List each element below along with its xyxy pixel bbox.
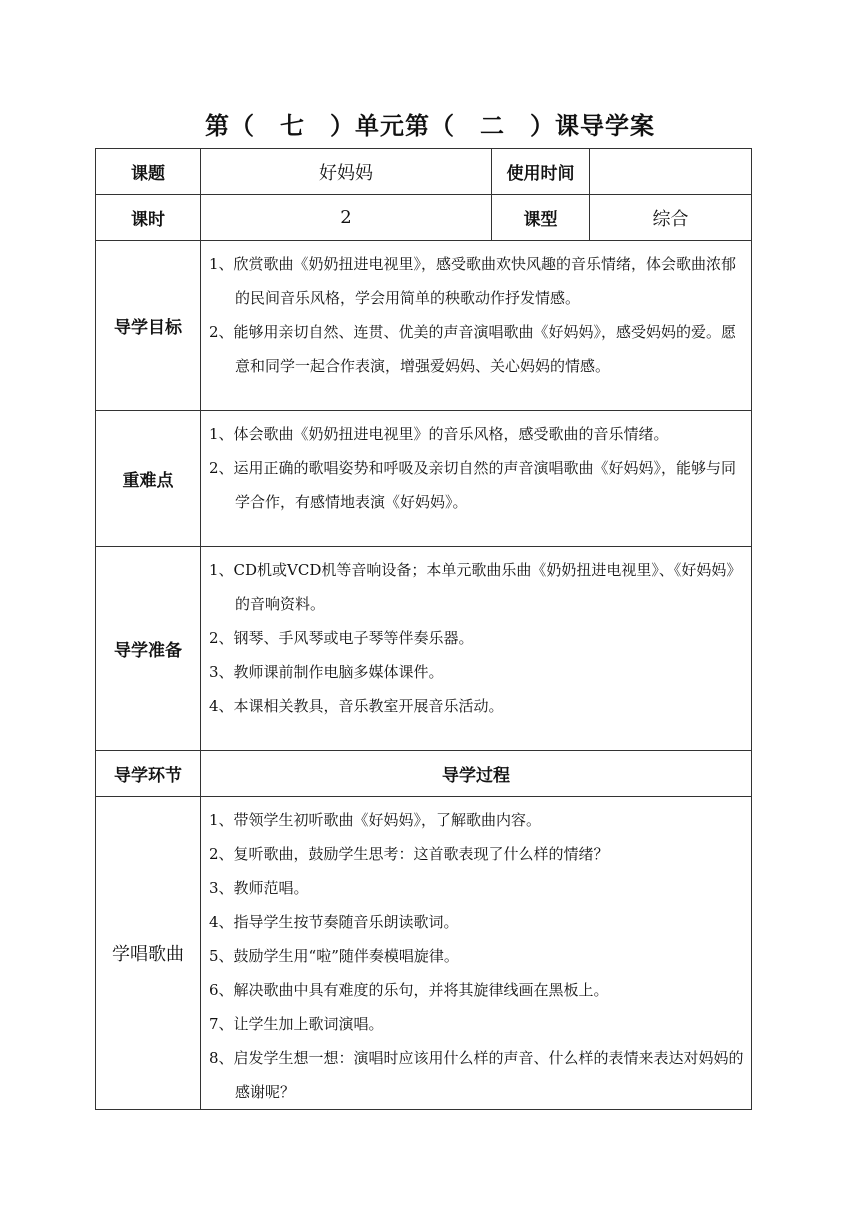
goal-item: 1、欣赏歌曲《奶奶扭进电视里》，感受歌曲欢快风趣的音乐情绪，体会歌曲浓郁的民间音乐风格，学会用简单的秧歌动作抒发情感。 <box>209 255 737 307</box>
preparation-item: 4、本课相关教具，音乐教室开展音乐活动。 <box>209 697 504 715</box>
singing-step: 3、教师范唱。 <box>209 879 309 897</box>
singing-step: 2、复听歌曲，鼓励学生思考：这首歌表现了什么样的情绪？ <box>209 845 609 863</box>
usage-time-value <box>590 149 752 195</box>
topic-value: 好妈妈 <box>201 149 492 195</box>
key-point-item: 2、运用正确的歌唱姿势和呼吸及亲切自然的声音演唱歌曲《好妈妈》，能够与同学合作，有感情地表演《好妈妈》。 <box>209 459 737 511</box>
goals-label: 导学目标 <box>96 241 201 411</box>
lesson-type-value: 综合 <box>590 195 752 241</box>
singing-step: 4、指导学生按节奏随音乐朗读歌词。 <box>209 913 459 931</box>
period-row <box>96 195 752 241</box>
singing-row <box>96 797 752 1110</box>
period-label: 课时 <box>96 195 201 241</box>
preparation-content <box>201 547 752 751</box>
preparation-item: 3、教师课前制作电脑多媒体课件。 <box>209 663 444 681</box>
process-label: 导学过程 <box>201 751 752 797</box>
key-points-label: 重难点 <box>96 411 201 547</box>
lesson-type-label: 课型 <box>492 195 590 241</box>
lesson-plan-table <box>95 148 752 1110</box>
period-value: 2 <box>201 195 492 241</box>
topic-row <box>96 149 752 195</box>
key-points-row <box>96 411 752 547</box>
preparation-label: 导学准备 <box>96 547 201 751</box>
key-point-item: 1、体会歌曲《奶奶扭进电视里》的音乐风格，感受歌曲的音乐情绪。 <box>209 425 669 443</box>
goals-row <box>96 241 752 411</box>
singing-step: 5、鼓励学生用“啦”随伴奏模唱旋律。 <box>209 947 459 965</box>
key-points-content <box>201 411 752 547</box>
page-title: 第（ 七 ）单元第（ 二 ）课导学案 <box>205 112 655 140</box>
singing-content <box>201 797 752 1110</box>
singing-step: 8、启发学生想一想：演唱时应该用什么样的声音、什么样的表情来表达对妈妈的感谢呢？ <box>209 1049 744 1101</box>
goal-item: 2、能够用亲切自然、连贯、优美的声音演唱歌曲《好妈妈》，感受妈妈的爱。愿意和同学一起合作表演，增强爱妈妈、关心妈妈的情感。 <box>209 323 737 375</box>
singing-step: 7、让学生加上歌词演唱。 <box>209 1015 384 1033</box>
process-stage-label: 导学环节 <box>96 751 201 797</box>
preparation-item: 1、CD机或VCD机等音响设备；本单元歌曲乐曲《奶奶扭进电视里》、《好妈妈》的音响资料。 <box>209 561 742 613</box>
topic-label: 课题 <box>96 149 201 195</box>
singing-label: 学唱歌曲 <box>96 797 201 1110</box>
preparation-row <box>96 547 752 751</box>
goals-content <box>201 241 752 411</box>
singing-step: 6、解决歌曲中具有难度的乐句，并将其旋律线画在黑板上。 <box>209 981 609 999</box>
singing-step: 1、带领学生初听歌曲《好妈妈》，了解歌曲内容。 <box>209 811 542 829</box>
usage-time-label: 使用时间 <box>492 149 590 195</box>
preparation-item: 2、钢琴、手风琴或电子琴等伴奏乐器。 <box>209 629 474 647</box>
process-header-row <box>96 751 752 797</box>
